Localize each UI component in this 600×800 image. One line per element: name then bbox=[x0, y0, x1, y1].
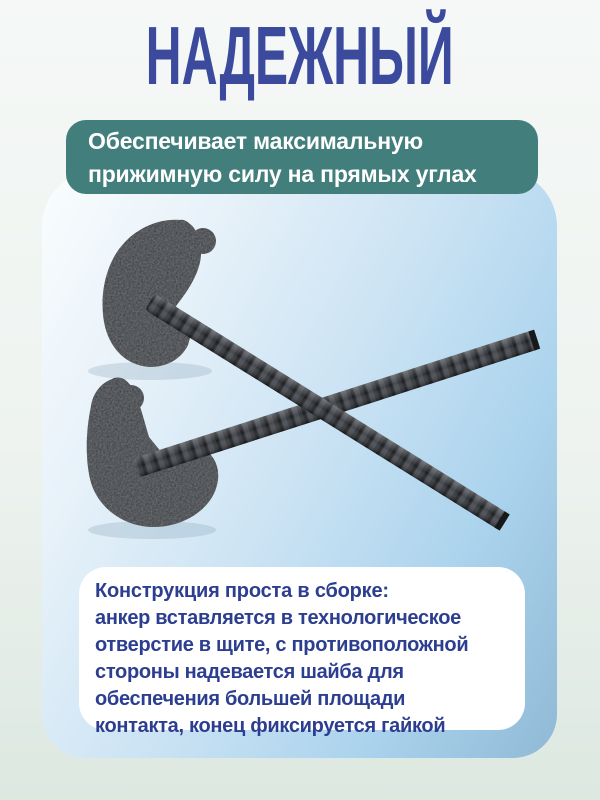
info-card-line-1: анкер вставляется в технологическое bbox=[95, 607, 461, 629]
benefit-banner bbox=[66, 120, 538, 194]
page-title-text: НАДЕЖНЫЙ bbox=[145, 9, 454, 102]
info-card-heading: Конструкция проста в сборке: bbox=[95, 580, 389, 602]
benefit-banner-line-1: Обеспечивает максимальную bbox=[88, 128, 423, 154]
info-card-line-5: контакта, конец фиксируется гайкой bbox=[95, 715, 446, 737]
page-title bbox=[0, 4, 600, 108]
info-card-line-2: отверстие в щите, с противоположной bbox=[95, 634, 469, 656]
benefit-banner-line-2: прижимную силу на прямых углах bbox=[88, 161, 477, 187]
info-card bbox=[79, 567, 525, 737]
info-card-line-4: обеспечения большей площади bbox=[95, 688, 406, 710]
info-card-line-3: стороны надевается шайба для bbox=[95, 661, 404, 683]
